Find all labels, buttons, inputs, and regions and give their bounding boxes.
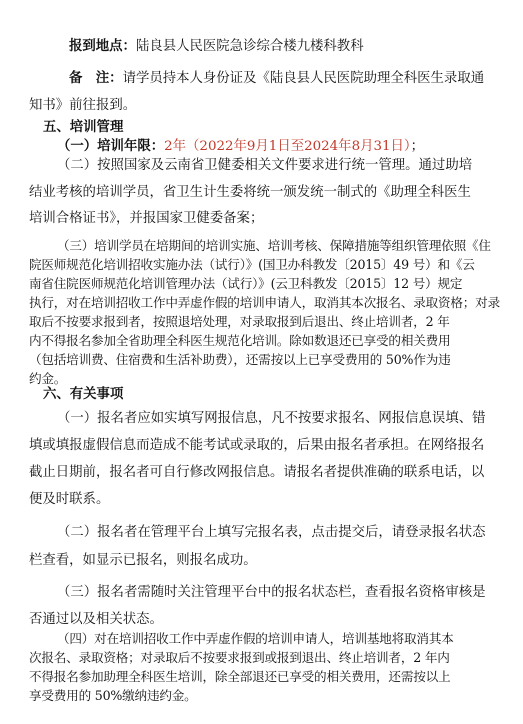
s5-item3-line-7: （包括培训费、住宿费和生活补助费），还需按以上已享受费用的 50%作为违 xyxy=(29,352,451,367)
s5-item3-line-3: 南省住院医师规范化培训管理办法（试行）》(云卫科教发〔2015〕12 号）规定 xyxy=(29,276,463,291)
s6-item4-line-3: 不得报名参加助理全科医生培训，除全部退还已享受的相关费用，还需按以上 xyxy=(29,669,451,684)
s5-item2-line-3: 培训合格证书》，并报国家卫健委备案； xyxy=(29,211,264,226)
report-location-text: 陆良县人民医院急诊综合楼九楼科教科 xyxy=(135,39,364,54)
s5-item3-line-6: 内不得报名参加全省助理全科医生规范化培训。除如数退还已享受的相关费用 xyxy=(29,333,451,348)
training-years-label: （一）培训年限： xyxy=(57,138,165,154)
section6-heading: 六、有关事项 xyxy=(43,386,124,402)
s6-item1-line-3: 截止日期前，报名者可自行修改网报信息。请报名者提供准确的联系电话，以 xyxy=(29,465,485,480)
training-years-value: 2年（2022年9月1日至2024年8月31日） xyxy=(164,139,411,154)
report-location-line xyxy=(69,38,364,55)
section5-heading: 五、培训管理 xyxy=(43,119,124,135)
training-years-line xyxy=(57,138,424,155)
note-label: 备 注： xyxy=(69,70,123,86)
s5-item3-line-1: （三）培训学员在培期间的培训实施、培训考核、保障措施等组织管理依照《住 xyxy=(57,238,491,253)
report-location-label: 报到地点： xyxy=(69,38,136,54)
s5-item2-line-1: （二）按照国家及云南省卫健委相关文件要求进行统一管理。通过助培 xyxy=(57,158,473,173)
s6-item4-line-1: （四）对在培训招收工作中弄虚作假的培训申请人，培训基地将取消其本 xyxy=(57,631,454,646)
s5-item2-line-2: 结业考核的培训学员，省卫生计生委将统一颁发统一制式的《助理全科医生 xyxy=(29,185,471,200)
s6-item2-line-2: 栏查看，如显示已报名，则报名成功。 xyxy=(29,553,257,568)
note-line-2: 知书》前往报到。 xyxy=(29,98,137,113)
s5-item3-line-5: 取后不按要求报到者，按照退培处理，对录取报到后退出、终止培训者，2 年 xyxy=(29,314,450,329)
s5-item3-line-8: 约金。 xyxy=(29,371,67,386)
s5-item3-line-4: 执行，对在培训招收工作中弄虚作假的培训申请人，取消其本次报名、录取资格；对录 xyxy=(29,295,500,310)
s6-item3-line-1: （三）报名者需随时关注管理平台中的报名状态栏，查看报名资格审核是 xyxy=(57,585,486,600)
s5-item3-line-2: 院医师规范化培训招收实施办法（试行）》(国卫办科教发〔2015〕49 号）和《云 xyxy=(29,257,475,272)
s6-item4-line-2: 次报名、录取资格；对录取后不按要求报到或报到退出、终止培训者，2 年内 xyxy=(29,650,450,665)
s6-item1-line-1: （一）报名者应如实填写网报信息，凡不按要求报名、网报信息误填、错 xyxy=(57,411,486,426)
s6-item1-line-2: 填或填报虚假信息而造成不能考试或录取的，后果由报名者承担。在网络报名 xyxy=(29,438,485,453)
s6-item2-line-1: （二）报名者在管理平台上填写完报名表，点击提交后，请登录报名状态 xyxy=(57,525,486,540)
s6-item3-line-2: 否通过以及相关状态。 xyxy=(29,612,163,627)
note-line-1 xyxy=(69,70,484,87)
s6-item4-line-4: 享受费用的 50%缴纳违约金。 xyxy=(29,688,197,703)
note-text-1: 请学员持本人身份证及《陆良县人民医院助理全科医生录取通 xyxy=(122,71,485,86)
training-years-end: ； xyxy=(410,139,424,154)
s6-item1-line-4: 便及时联系。 xyxy=(29,492,110,507)
